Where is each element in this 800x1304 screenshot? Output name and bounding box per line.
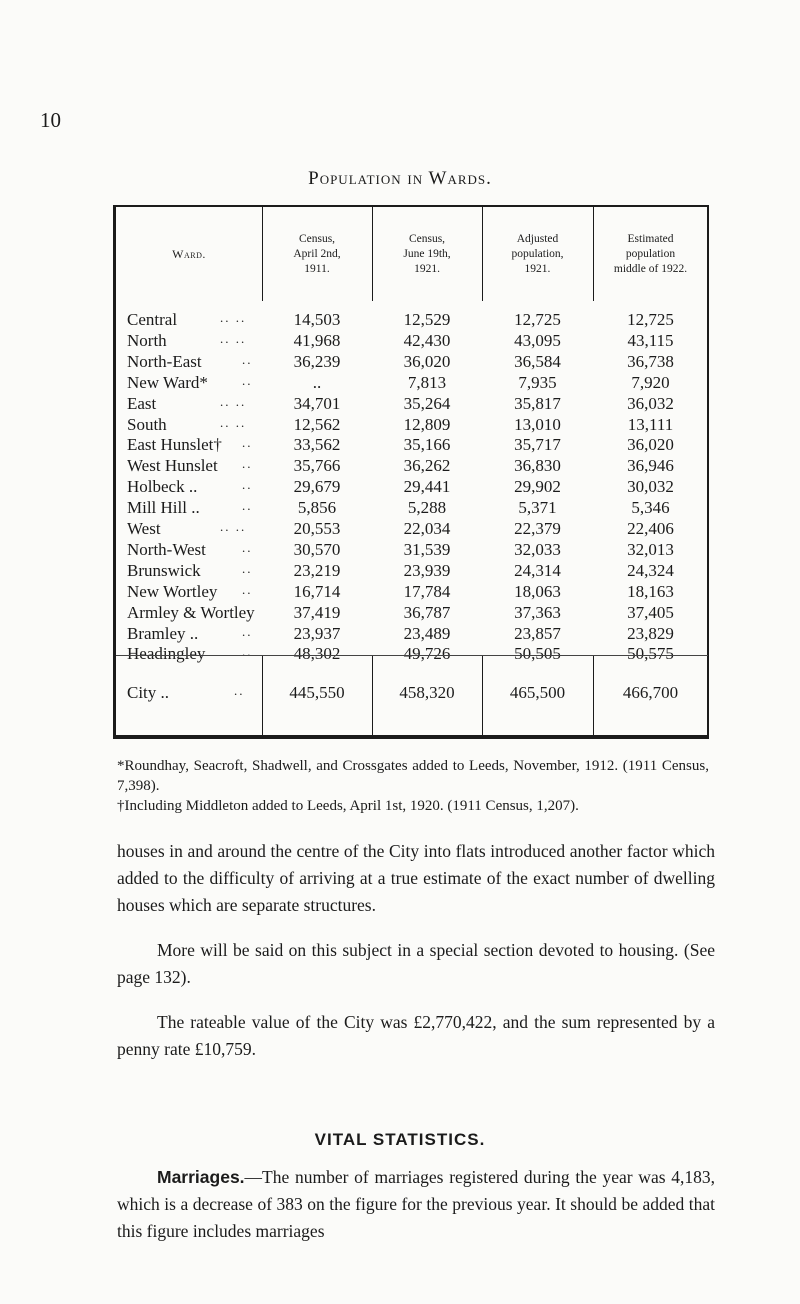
total-ward: City ..: [127, 683, 170, 702]
census-1921-value: 5,288: [407, 498, 447, 518]
table-row: [116, 331, 708, 352]
ward-name: Central: [127, 310, 178, 329]
leader-dots: ..: [242, 435, 253, 451]
header-estimated-1922: Estimated population middle of 1922.: [613, 232, 688, 275]
header-census-1921: Census, June 19th, 1921.: [403, 232, 451, 275]
total-row: [116, 683, 708, 704]
census-1921-value: 36,787: [403, 602, 451, 622]
estimated-1922-value: 23,829: [627, 623, 674, 643]
estimated-1922-value: 43,115: [627, 330, 674, 350]
table-row: [116, 603, 708, 624]
table-row: [116, 415, 708, 436]
population-table: [113, 205, 709, 739]
marriages-text: —The number of marriages registered during the year was 4,183, which is a decrease of 383 on the figure for the previous year. It should be added that this figure includes marriages: [117, 1167, 715, 1241]
table-row: [116, 394, 708, 415]
paragraph: houses in and around the centre of the City into flats introduced another factor which added to the difficulty of arriving at a true estimate of the exact number of dwelling houses which are separate structures.: [117, 841, 715, 915]
adjusted-1921-value: 24,314: [514, 560, 561, 580]
estimated-1922-value: 13,111: [627, 414, 674, 434]
adjusted-1921-value: 13,010: [514, 414, 561, 434]
page-number: 10: [40, 108, 61, 132]
census-1911-value: 36,239: [293, 351, 341, 371]
marriages-paragraph: [117, 1164, 715, 1245]
total-census-1921: 458,320: [399, 683, 455, 702]
census-1911-value: 35,766: [293, 456, 341, 476]
census-1911-value: 5,856: [297, 498, 337, 518]
census-1911-value: 23,219: [293, 560, 341, 580]
ward-name: West Hunslet: [127, 456, 218, 476]
leader-dots: ..: [242, 644, 253, 660]
census-1921-value: 12,809: [403, 414, 451, 434]
adjusted-1921-value: 29,902: [514, 477, 561, 497]
adjusted-1921-value: 32,033: [514, 539, 561, 559]
leader-dots: .. ..: [220, 310, 247, 325]
census-1911-value: 33,562: [293, 435, 341, 455]
section-heading: VITAL STATISTICS.: [314, 1130, 486, 1149]
census-1921-value: 31,539: [403, 539, 451, 559]
run-in-heading: Marriages.: [157, 1167, 245, 1187]
adjusted-1921-value: 23,857: [514, 623, 561, 643]
census-1921-value: 22,034: [403, 519, 451, 538]
estimated-1922-value: 24,324: [627, 560, 674, 580]
leader-dots: ..: [242, 539, 253, 555]
leader-dots: ..: [242, 477, 253, 493]
ward-name: Brunswick: [127, 560, 201, 580]
estimated-1922-value: 5,346: [631, 498, 670, 518]
ward-name: New Ward*: [127, 372, 208, 392]
ward-name: Bramley ..: [127, 623, 199, 643]
census-1921-value: 7,813: [407, 372, 447, 392]
estimated-1922-value: 36,032: [627, 393, 674, 413]
adjusted-1921-value: 18,063: [514, 581, 561, 601]
census-1921-value: 35,264: [403, 393, 451, 413]
adjusted-1921-value: 36,584: [514, 351, 561, 371]
adjusted-1921-value: 43,095: [514, 330, 561, 350]
ward-name: West: [127, 519, 161, 538]
census-1921-value: 36,020: [403, 351, 451, 371]
leader-dots: .. ..: [220, 414, 247, 430]
adjusted-1921-value: 35,717: [514, 435, 561, 455]
census-1911-value: 23,937: [293, 623, 341, 643]
ward-name: North: [127, 330, 167, 350]
leader-dots: ..: [242, 623, 253, 639]
adjusted-1921-value: 5,371: [518, 498, 557, 518]
paragraph: The rateable value of the City was £2,770,422, and the sum represented by a penny rate £10,759.: [117, 1012, 715, 1059]
estimated-1922-value: 36,020: [627, 435, 674, 455]
ward-name: Armley & Wortley: [127, 602, 255, 622]
header-census-1911: Census, April 2nd, 1911.: [293, 232, 341, 275]
census-1921-value: 29,441: [403, 477, 451, 497]
table-row: [116, 582, 708, 603]
census-1921-value: 23,489: [403, 623, 451, 643]
census-1911-value: 29,679: [293, 477, 341, 497]
census-1911-value: 41,968: [293, 330, 341, 350]
ward-name: North-West: [127, 539, 206, 559]
paragraph: More will be said on this subject in a special section devoted to housing. (See page 132).: [117, 940, 715, 987]
estimated-1922-value: 18,163: [627, 581, 674, 601]
total-dots: ..: [234, 683, 245, 698]
table-row: [116, 435, 708, 456]
adjusted-1921-value: 35,817: [514, 393, 561, 413]
estimated-1922-value: 32,013: [627, 539, 674, 559]
table-row: [116, 352, 708, 373]
ward-name: Holbeck ..: [127, 477, 198, 497]
census-1911-value: 48,302: [293, 644, 341, 664]
adjusted-1921-value: 12,725: [514, 310, 561, 329]
table-row: [116, 456, 708, 477]
estimated-1922-value: 50,575: [627, 644, 674, 664]
census-1911-value: 34,701: [293, 393, 341, 413]
leader-dots: ..: [242, 498, 253, 514]
census-1921-value: 23,939: [403, 560, 451, 580]
estimated-1922-value: 36,738: [627, 351, 674, 371]
header-ward: Ward.: [172, 246, 206, 261]
adjusted-1921-value: 7,935: [518, 372, 557, 392]
leader-dots: ..: [242, 560, 253, 576]
census-1911-value: 12,562: [293, 414, 341, 434]
ward-name: East Hunslet†: [127, 435, 222, 455]
estimated-1922-value: 12,725: [627, 310, 674, 329]
table-row: [116, 498, 708, 519]
leader-dots: .. ..: [220, 330, 247, 346]
census-1921-value: 42,430: [403, 330, 451, 350]
ward-name: North-East: [127, 351, 202, 371]
table-row: [116, 373, 708, 394]
total-divider: [116, 655, 708, 656]
table-row: [116, 561, 708, 582]
leader-dots: .. ..: [220, 393, 247, 409]
census-1911-value: 16,714: [293, 581, 341, 601]
ward-name: East: [127, 393, 157, 413]
ward-name: New Wortley: [127, 581, 218, 601]
leader-dots: ..: [242, 372, 253, 388]
adjusted-1921-value: 36,830: [514, 456, 561, 476]
census-1921-value: 49,726: [403, 644, 451, 664]
ward-name: Headingley: [127, 644, 206, 664]
estimated-1922-value: 22,406: [627, 519, 674, 538]
table-row: [116, 540, 708, 561]
leader-dots: .. ..: [220, 519, 247, 534]
census-1911-value: 20,553: [293, 519, 341, 538]
estimated-1922-value: 30,032: [627, 477, 674, 497]
footnote: *Roundhay, Seacroft, Shadwell, and Crossgates added to Leeds, November, 1912. (1911 Census, 7,398).: [117, 758, 709, 794]
table-row: [116, 477, 708, 498]
header-adjusted-1921: Adjusted population, 1921.: [511, 232, 564, 275]
census-1911-value: 14,503: [293, 310, 341, 329]
table-row: [116, 310, 708, 331]
census-1921-value: 35,166: [403, 435, 451, 455]
census-1921-value: 17,784: [403, 581, 451, 601]
estimated-1922-value: 7,920: [631, 372, 670, 392]
estimated-1922-value: 36,946: [627, 456, 674, 476]
total-census-1911: 445,550: [289, 683, 345, 702]
census-1911-value: 37,419: [293, 602, 341, 622]
census-1911-value: ..: [312, 372, 322, 392]
footnote: †Including Middleton added to Leeds, April 1st, 1920. (1911 Census, 1,207).: [117, 798, 579, 814]
estimated-1922-value: 37,405: [627, 602, 674, 622]
adjusted-1921-value: 22,379: [514, 519, 561, 538]
total-adjusted-1921: 465,500: [509, 683, 566, 702]
census-1921-value: 12,529: [403, 310, 451, 329]
leader-dots: ..: [242, 351, 253, 367]
footnotes: [117, 756, 709, 816]
total-estimated-1922: 466,700: [622, 683, 679, 702]
leader-dots: ..: [242, 456, 253, 472]
census-1921-value: 36,262: [403, 456, 451, 476]
table-title: Population in Wards.: [308, 168, 492, 189]
adjusted-1921-value: 50,505: [514, 644, 561, 664]
ward-name: Mill Hill ..: [127, 498, 200, 518]
ward-name: South: [127, 414, 167, 434]
table-row: [116, 624, 708, 645]
adjusted-1921-value: 37,363: [514, 602, 561, 622]
leader-dots: ..: [242, 581, 253, 597]
census-1911-value: 30,570: [293, 539, 341, 559]
table-row: [116, 519, 708, 540]
